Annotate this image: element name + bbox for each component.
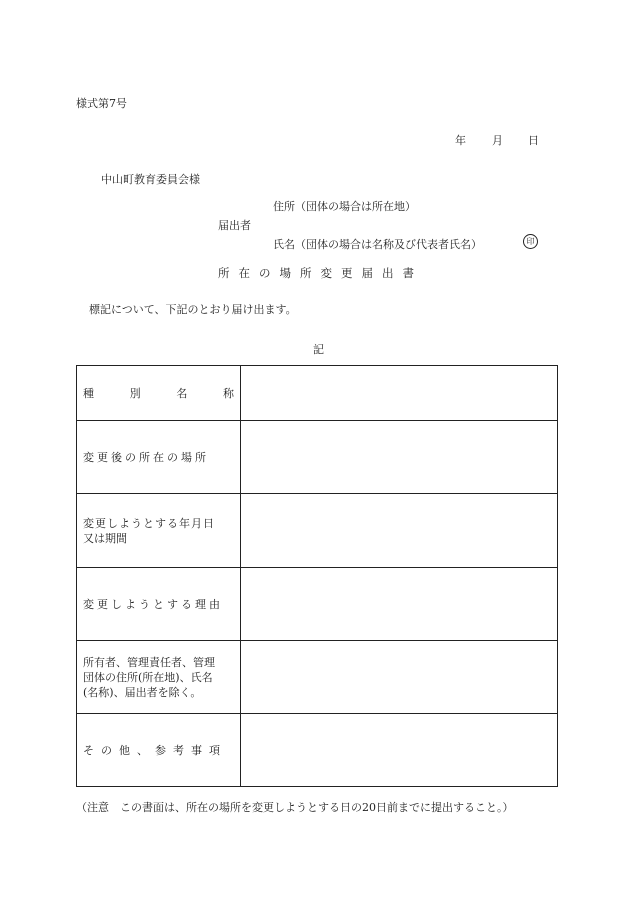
table-row — [77, 714, 558, 787]
table-row — [77, 568, 558, 641]
footnote: （注意 この書面は、所在の場所を変更しようとする日の20日前までに提出すること。） — [76, 801, 514, 814]
label-char: 事 — [191, 743, 202, 757]
table-row — [77, 421, 558, 494]
label-char: 種 — [83, 386, 94, 400]
label-char: 項 — [209, 743, 220, 757]
date-year-label: 年 — [455, 134, 466, 147]
seal-mark: 印 — [523, 234, 538, 249]
seal-icon — [523, 234, 538, 249]
owner-info-line2: 団体の住所(所在地)、氏名 — [83, 670, 213, 684]
intro-text: 標記について、下記のとおり届け出ます。 — [89, 303, 297, 316]
owner-info-line1: 所有者、管理責任者、管理 — [83, 655, 215, 669]
change-date-value[interactable] — [241, 494, 558, 568]
owner-info-value[interactable] — [241, 641, 558, 714]
category-name-label — [83, 386, 234, 401]
document-title: 所在の場所変更届出書 — [218, 266, 423, 280]
owner-info-line3: (名称)、届出者を除く。 — [83, 685, 202, 699]
label-char: そ — [83, 743, 94, 757]
ki-heading: 記 — [313, 343, 324, 356]
label-char: 、 — [137, 743, 148, 757]
table-row — [77, 366, 558, 421]
label-char: の — [101, 743, 112, 757]
label-char: 称 — [222, 386, 234, 400]
applicant-name-label: 氏名（団体の場合は名称及び代表者氏名） — [273, 238, 482, 251]
applicant-label: 届出者 — [218, 219, 251, 232]
row-label-category-name — [77, 366, 241, 421]
date-day-label: 日 — [528, 134, 539, 147]
form-number: 様式第7号 — [76, 97, 127, 110]
new-location-value[interactable] — [241, 421, 558, 494]
addressee: 中山町教育委員会様 — [101, 173, 200, 186]
change-date-label — [77, 494, 241, 568]
change-reason-value[interactable] — [241, 568, 558, 641]
date-month-label: 月 — [492, 134, 503, 147]
new-location-label: 変更後の所在の場所 — [77, 421, 241, 494]
table-row — [77, 494, 558, 568]
other-notes-label — [77, 714, 241, 787]
other-notes-label-chars — [83, 743, 234, 758]
label-char: 名 — [176, 386, 188, 400]
change-reason-label: 変更しようとする理由 — [77, 568, 241, 641]
label-char: 別 — [129, 386, 141, 400]
category-name-value[interactable] — [241, 366, 558, 421]
applicant-address-label: 住所（団体の場合は所在地） — [273, 200, 416, 213]
change-date-label-line2: 又は期間 — [83, 531, 127, 545]
label-char: 他 — [119, 743, 130, 757]
change-date-label-line1: 変更しようとする年月日 — [83, 516, 215, 530]
owner-info-label — [77, 641, 241, 714]
form-table — [76, 365, 558, 787]
label-char: 考 — [173, 743, 184, 757]
table-row — [77, 641, 558, 714]
other-notes-value[interactable] — [241, 714, 558, 787]
label-char: 参 — [155, 743, 166, 757]
